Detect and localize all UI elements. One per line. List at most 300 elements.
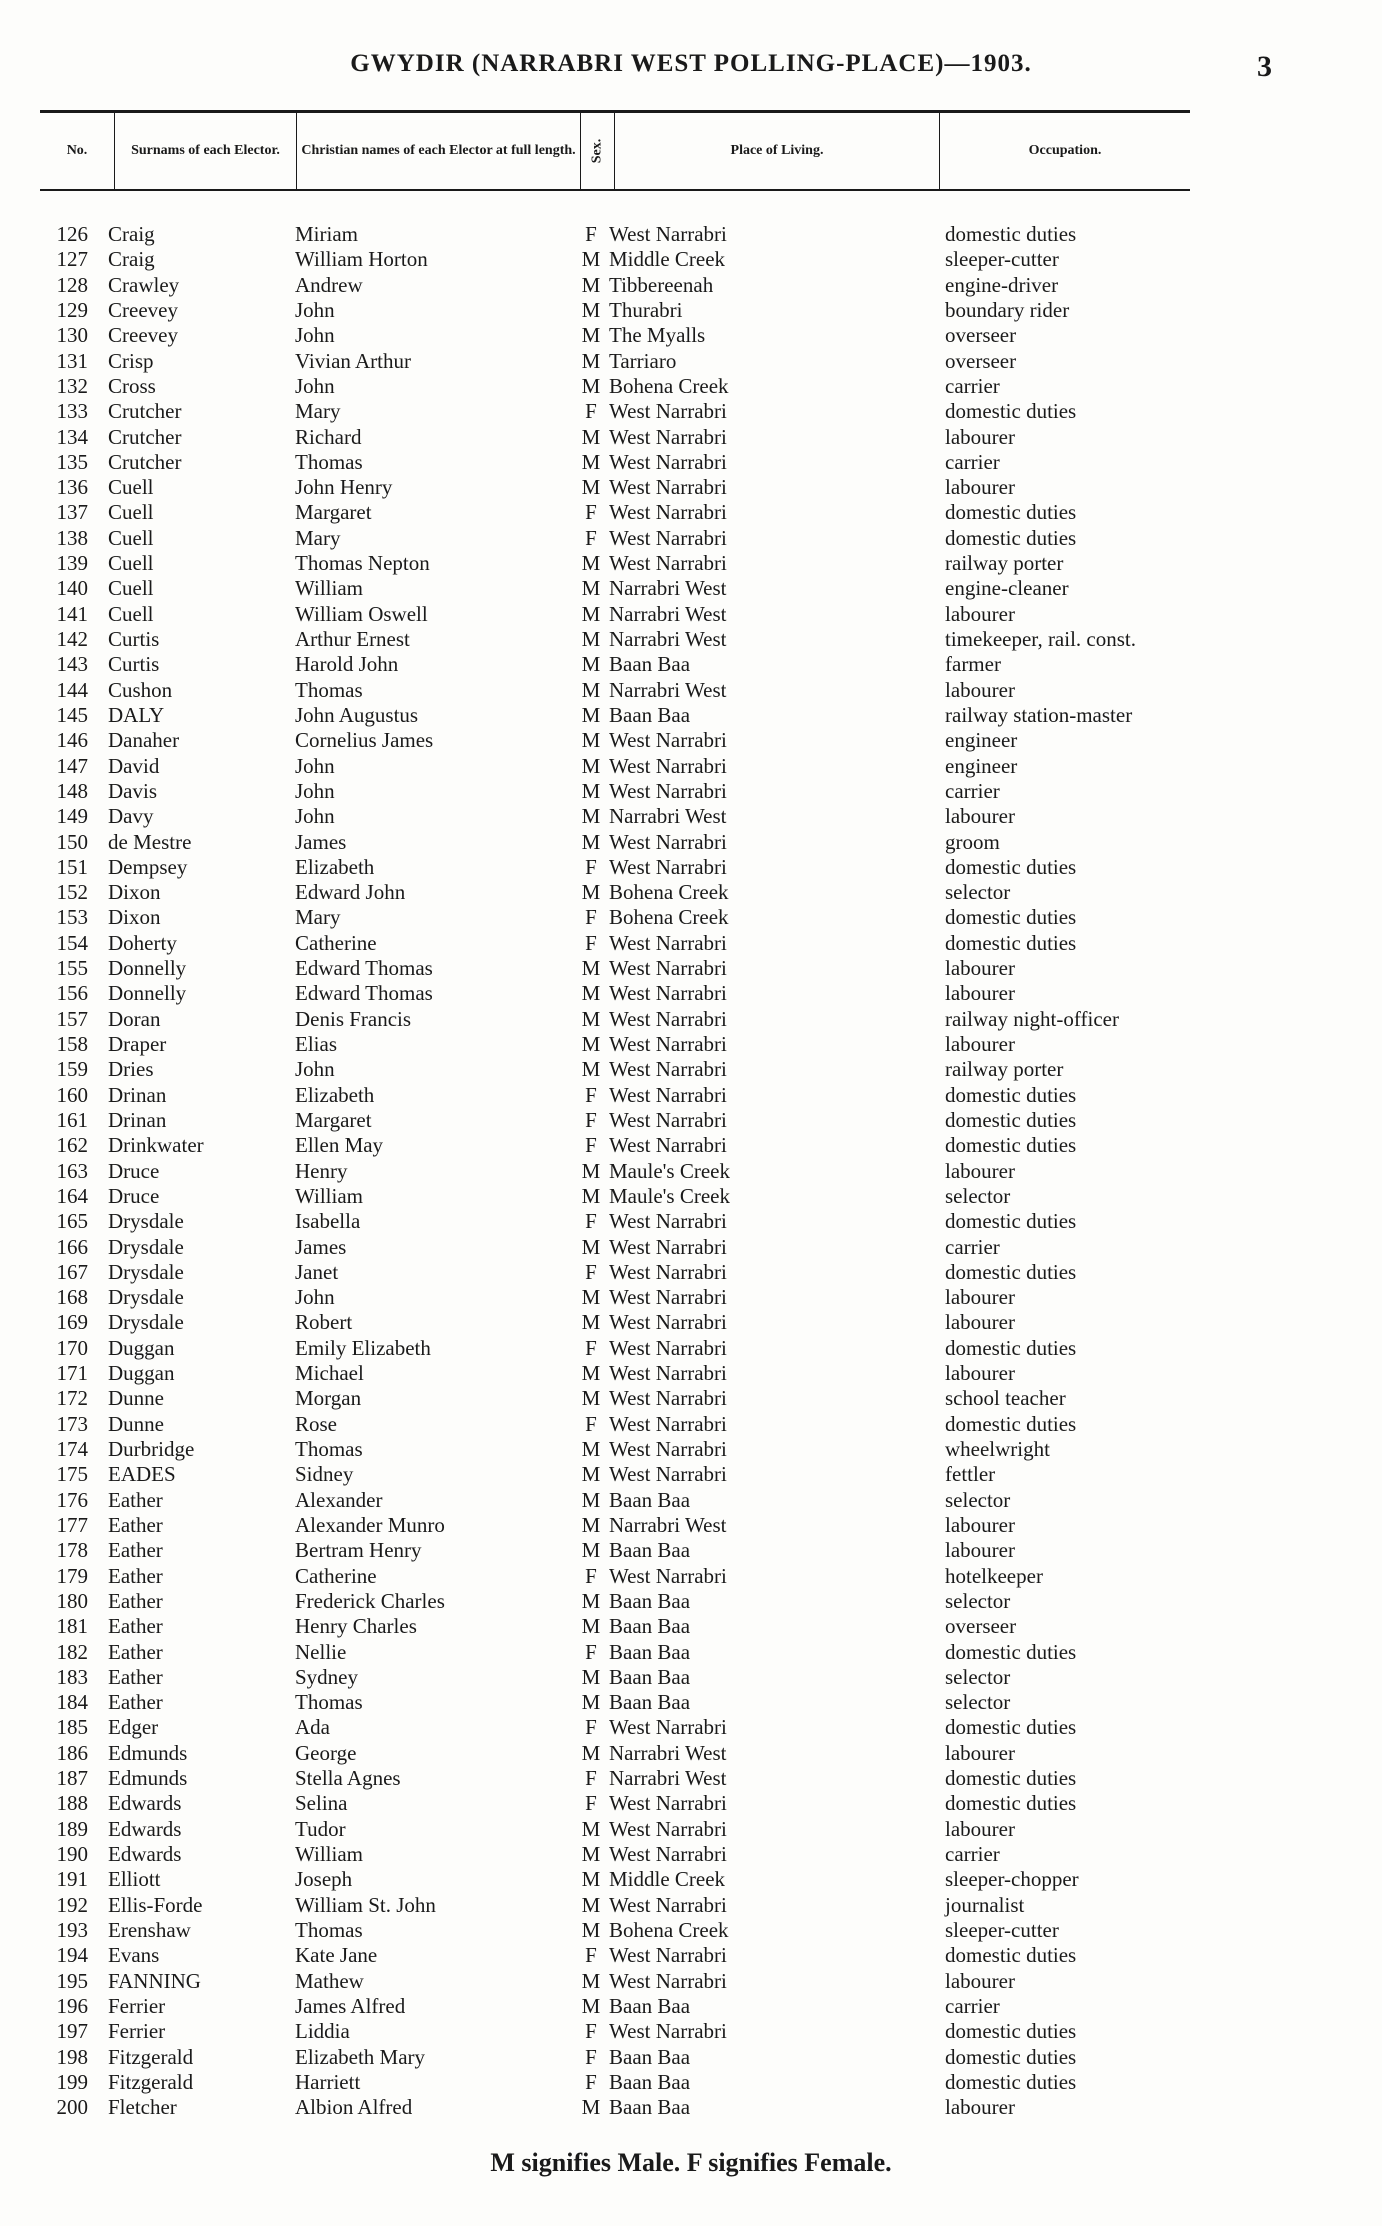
elector-place: Baan Baa <box>609 1588 691 1613</box>
elector-number: 129 <box>56 297 88 322</box>
elector-sex: F <box>585 1209 597 1234</box>
elector-christian-names: Thomas <box>295 1917 363 1942</box>
table-row <box>0 1842 1382 1867</box>
elector-number: 153 <box>56 905 88 930</box>
elector-surname: Donnelly <box>108 956 187 981</box>
elector-christian-names: Frederick Charles <box>295 1588 445 1613</box>
elector-sex: M <box>581 1740 601 1765</box>
elector-place: Narrabri West <box>609 576 727 601</box>
elector-occupation: domestic duties <box>945 525 1077 550</box>
elector-sex: M <box>581 981 601 1006</box>
elector-occupation: labourer <box>945 1968 1015 1993</box>
table-row <box>0 830 1382 855</box>
elector-sex: M <box>581 424 601 449</box>
elector-number: 135 <box>56 449 88 474</box>
elector-christian-names: John Augustus <box>295 702 419 727</box>
elector-number: 154 <box>56 930 88 955</box>
elector-place: Narrabri West <box>609 1766 727 1791</box>
elector-surname: Drysdale <box>108 1234 184 1259</box>
elector-occupation: labourer <box>945 1032 1015 1056</box>
elector-number: 168 <box>56 1285 88 1310</box>
elector-occupation: labourer <box>945 1538 1015 1563</box>
elector-sex: M <box>581 1361 601 1386</box>
elector-number: 187 <box>56 1766 88 1791</box>
elector-sex: F <box>585 1082 597 1107</box>
elector-place: Bohena Creek <box>609 373 729 398</box>
elector-surname: Duggan <box>108 1335 175 1360</box>
table-row <box>0 1538 1382 1563</box>
column-header-sex-label: Sex. <box>589 138 605 164</box>
elector-number: 136 <box>56 475 88 500</box>
elector-christian-names: Nellie <box>295 1639 347 1664</box>
elector-surname: Dunne <box>108 1386 164 1411</box>
elector-occupation: railway porter <box>945 551 1064 576</box>
elector-number: 177 <box>56 1512 88 1537</box>
elector-place: Baan Baa <box>609 2069 691 2094</box>
elector-occupation: carrier <box>945 1993 1000 2018</box>
elector-number: 138 <box>56 525 88 550</box>
elector-surname: Curtis <box>108 652 160 677</box>
elector-sex: M <box>581 1538 601 1563</box>
elector-christian-names: Selina <box>295 1791 348 1816</box>
elector-christian-names: Andrew <box>295 272 363 297</box>
table-row <box>0 1462 1382 1487</box>
elector-place: West Narrabri <box>609 1006 727 1031</box>
elector-sex: M <box>581 880 601 905</box>
elector-surname: Fitzgerald <box>108 2044 194 2069</box>
elector-place: West Narrabri <box>609 1943 727 1968</box>
table-row <box>0 2045 1382 2070</box>
elector-sex: M <box>581 1057 601 1082</box>
elector-christian-names: Elias <box>295 1032 337 1056</box>
elector-sex: F <box>585 2069 597 2094</box>
elector-occupation: overseer <box>945 1614 1017 1639</box>
elector-occupation: domestic duties <box>945 2069 1077 2094</box>
column-header-surname: Surnams of each Elector. <box>115 113 297 189</box>
table-row <box>0 1589 1382 1614</box>
elector-christian-names: William St. John <box>295 1892 436 1917</box>
elector-place: Narrabri West <box>609 627 727 651</box>
elector-christian-names: Edward Thomas <box>295 956 433 981</box>
elector-sex: M <box>581 1512 601 1537</box>
elector-occupation: labourer <box>945 1740 1015 1765</box>
elector-number: 148 <box>56 778 88 803</box>
elector-occupation: domestic duties <box>945 222 1077 246</box>
elector-sex: F <box>585 905 597 930</box>
elector-christian-names: Mary <box>295 905 341 930</box>
elector-surname: Edmunds <box>108 1740 188 1765</box>
elector-sex: F <box>585 2019 597 2044</box>
elector-place: West Narrabri <box>609 1715 727 1740</box>
elector-occupation: selector <box>945 1588 1011 1613</box>
elector-christian-names: Thomas <box>295 1437 363 1461</box>
page-number: 3 <box>1257 50 1272 83</box>
table-row <box>0 1994 1382 2019</box>
elector-place: West Narrabri <box>609 1386 727 1411</box>
elector-surname: Curtis <box>108 627 160 651</box>
elector-occupation: timekeeper, rail. const. <box>945 627 1136 651</box>
elector-occupation: domestic duties <box>945 1411 1077 1436</box>
elector-number: 200 <box>56 2095 88 2120</box>
elector-number: 155 <box>56 956 88 981</box>
elector-christian-names: Mary <box>295 525 341 550</box>
elector-place: West Narrabri <box>609 753 727 778</box>
elector-surname: Fitzgerald <box>108 2069 194 2094</box>
elector-place: Narrabri West <box>609 1512 727 1537</box>
elector-number: 192 <box>56 1892 88 1917</box>
elector-occupation: carrier <box>945 1234 1000 1259</box>
elector-number: 169 <box>56 1310 88 1335</box>
elector-sex: M <box>581 1614 601 1639</box>
elector-sex: F <box>585 1133 597 1158</box>
elector-surname: Drysdale <box>108 1310 184 1335</box>
elector-christian-names: Mary <box>295 399 341 424</box>
elector-surname: Crawley <box>108 272 180 297</box>
elector-surname: Dixon <box>108 880 161 905</box>
table-row <box>0 703 1382 728</box>
elector-occupation: sleeper-chopper <box>945 1867 1079 1892</box>
elector-number: 145 <box>56 702 88 727</box>
table-row <box>0 1209 1382 1234</box>
elector-surname: Dempsey <box>108 854 188 879</box>
elector-occupation: engine-cleaner <box>945 576 1069 601</box>
elector-sex: M <box>581 652 601 677</box>
elector-place: Baan Baa <box>609 1690 691 1715</box>
elector-christian-names: Edward John <box>295 880 406 905</box>
elector-christian-names: Henry <box>295 1158 348 1183</box>
elector-christian-names: Harold John <box>295 652 399 677</box>
elector-christian-names: John <box>295 373 335 398</box>
elector-place: West Narrabri <box>609 1310 727 1335</box>
elector-sex: M <box>581 1183 601 1208</box>
elector-place: Bohena Creek <box>609 880 729 905</box>
elector-occupation: journalist <box>945 1892 1025 1917</box>
elector-place: West Narrabri <box>609 1791 727 1816</box>
elector-christian-names: Liddia <box>295 2019 350 2044</box>
elector-occupation: domestic duties <box>945 1335 1077 1360</box>
elector-sex: M <box>581 1588 601 1613</box>
elector-place: Maule's Creek <box>609 1183 730 1208</box>
elector-surname: Crutcher <box>108 399 182 424</box>
table-row <box>0 627 1382 652</box>
elector-number: 197 <box>56 2019 88 2044</box>
elector-number: 137 <box>56 500 88 525</box>
elector-occupation: domestic duties <box>945 1943 1077 1968</box>
elector-occupation: boundary rider <box>945 297 1070 322</box>
elector-occupation: domestic duties <box>945 1209 1077 1234</box>
elector-place: West Narrabri <box>609 1411 727 1436</box>
elector-christian-names: Albion Alfred <box>295 2095 413 2120</box>
elector-sex: M <box>581 551 601 576</box>
elector-christian-names: Thomas <box>295 677 363 702</box>
elector-christian-names: Elizabeth <box>295 1082 375 1107</box>
elector-christian-names: Elizabeth Mary <box>295 2044 426 2069</box>
page-title: GWYDIR (NARRABRI WEST POLLING-PLACE)—1903. <box>350 50 1032 77</box>
elector-number: 189 <box>56 1816 88 1841</box>
elector-sex: M <box>581 1917 601 1942</box>
elector-sex: F <box>585 1411 597 1436</box>
elector-surname: Fletcher <box>108 2095 177 2120</box>
table-row <box>0 2095 1382 2120</box>
elector-place: West Narrabri <box>609 956 727 981</box>
elector-place: West Narrabri <box>609 829 727 854</box>
table-row <box>0 425 1382 450</box>
elector-occupation: overseer <box>945 348 1017 373</box>
elector-christian-names: Mathew <box>295 1968 364 1993</box>
elector-occupation: wheelwright <box>945 1437 1050 1461</box>
elector-christian-names: Thomas Nepton <box>295 551 430 576</box>
elector-surname: Drysdale <box>108 1209 184 1234</box>
table-row <box>0 1488 1382 1513</box>
elector-occupation: domestic duties <box>945 500 1077 525</box>
elector-place: West Narrabri <box>609 1437 727 1461</box>
elector-christian-names: John <box>295 778 335 803</box>
elector-place: West Narrabri <box>609 1285 727 1310</box>
elector-occupation: selector <box>945 1690 1011 1715</box>
table-row <box>0 1640 1382 1665</box>
elector-sex: F <box>585 525 597 550</box>
table-row <box>0 1057 1382 1082</box>
elector-sex: F <box>585 1791 597 1816</box>
elector-sex: M <box>581 1285 601 1310</box>
elector-surname: Eather <box>108 1614 163 1639</box>
elector-number: 133 <box>56 399 88 424</box>
elector-surname: Erenshaw <box>108 1917 191 1942</box>
elector-surname: Edwards <box>108 1791 182 1816</box>
elector-christian-names: William <box>295 1183 363 1208</box>
elector-sex: M <box>581 297 601 322</box>
elector-occupation: engine-driver <box>945 272 1059 297</box>
elector-occupation: school teacher <box>945 1386 1066 1411</box>
table-row <box>0 1310 1382 1335</box>
elector-place: West Narrabri <box>609 728 727 753</box>
elector-number: 156 <box>56 981 88 1006</box>
table-row <box>0 1184 1382 1209</box>
elector-place: West Narrabri <box>609 1234 727 1259</box>
elector-number: 161 <box>56 1107 88 1132</box>
elector-sex: M <box>581 373 601 398</box>
elector-place: Baan Baa <box>609 652 691 677</box>
elector-christian-names: Ada <box>295 1715 330 1740</box>
elector-christian-names: Isabella <box>295 1209 361 1234</box>
elector-christian-names: Henry Charles <box>295 1614 417 1639</box>
elector-occupation: domestic duties <box>945 1766 1077 1791</box>
table-row <box>0 956 1382 981</box>
table-row <box>0 981 1382 1006</box>
elector-number: 164 <box>56 1183 88 1208</box>
elector-sex: M <box>581 1487 601 1512</box>
elector-number: 160 <box>56 1082 88 1107</box>
elector-christian-names: John <box>295 297 335 322</box>
elector-place: Baan Baa <box>609 1993 691 2018</box>
elector-occupation: selector <box>945 1183 1011 1208</box>
elector-place: West Narrabri <box>609 1462 727 1487</box>
elector-number: 134 <box>56 424 88 449</box>
elector-sex: F <box>585 1107 597 1132</box>
elector-place: West Narrabri <box>609 1361 727 1386</box>
table-row <box>0 450 1382 475</box>
elector-place: West Narrabri <box>609 500 727 525</box>
elector-christian-names: John <box>295 323 335 348</box>
elector-surname: Edmunds <box>108 1766 188 1791</box>
elector-place: Tarriaro <box>609 348 677 373</box>
elector-sex: F <box>585 1715 597 1740</box>
table-row <box>0 1766 1382 1791</box>
elector-place: Middle Creek <box>609 1867 726 1892</box>
elector-occupation: domestic duties <box>945 1107 1077 1132</box>
elector-surname: Eather <box>108 1538 163 1563</box>
elector-place: Bohena Creek <box>609 905 729 930</box>
elector-occupation: labourer <box>945 981 1015 1006</box>
elector-place: West Narrabri <box>609 1133 727 1158</box>
table-row <box>0 1083 1382 1108</box>
elector-sex: M <box>581 449 601 474</box>
elector-sex: M <box>581 627 601 651</box>
table-row <box>0 1336 1382 1361</box>
table-row <box>0 1614 1382 1639</box>
elector-sex: M <box>581 1993 601 2018</box>
elector-sex: F <box>585 1563 597 1588</box>
elector-number: 152 <box>56 880 88 905</box>
elector-surname: Cuell <box>108 551 154 576</box>
elector-place: Narrabri West <box>609 677 727 702</box>
elector-number: 199 <box>56 2069 88 2094</box>
elector-number: 175 <box>56 1462 88 1487</box>
elector-place: West Narrabri <box>609 1335 727 1360</box>
elector-number: 162 <box>56 1133 88 1158</box>
table-row <box>0 1007 1382 1032</box>
elector-sex: M <box>581 1867 601 1892</box>
table-row <box>0 1741 1382 1766</box>
elector-christian-names: Harriett <box>295 2069 361 2094</box>
elector-number: 147 <box>56 753 88 778</box>
elector-occupation: domestic duties <box>945 854 1077 879</box>
elector-place: Tibbereenah <box>609 272 714 297</box>
elector-surname: Eather <box>108 1588 163 1613</box>
elector-number: 188 <box>56 1791 88 1816</box>
elector-sex: M <box>581 1690 601 1715</box>
elector-place: West Narrabri <box>609 2019 727 2044</box>
elector-number: 184 <box>56 1690 88 1715</box>
table-row <box>0 1361 1382 1386</box>
elector-sex: M <box>581 1968 601 1993</box>
elector-christian-names: Sidney <box>295 1462 354 1487</box>
elector-surname: Eather <box>108 1512 163 1537</box>
elector-surname: Craig <box>108 222 155 246</box>
elector-christian-names: William Horton <box>295 247 428 272</box>
elector-christian-names: Michael <box>295 1361 364 1386</box>
elector-surname: Druce <box>108 1183 160 1208</box>
elector-surname: Ellis-Forde <box>108 1892 203 1917</box>
elector-surname: Davy <box>108 804 154 829</box>
elector-place: West Narrabri <box>609 1057 727 1082</box>
elector-christian-names: Margaret <box>295 1107 372 1132</box>
elector-sex: M <box>581 1664 601 1689</box>
elector-number: 158 <box>56 1032 88 1056</box>
table-row <box>0 1867 1382 1892</box>
elector-christian-names: Kate Jane <box>295 1943 378 1968</box>
column-header-occupation: Occupation. <box>1028 143 1102 158</box>
elector-number: 191 <box>56 1867 88 1892</box>
table-row <box>0 1437 1382 1462</box>
elector-number: 163 <box>56 1158 88 1183</box>
elector-occupation: labourer <box>945 1512 1015 1537</box>
elector-christian-names: Arthur Ernest <box>295 627 410 651</box>
table-row <box>0 804 1382 829</box>
elector-place: West Narrabri <box>609 424 727 449</box>
elector-place: West Narrabri <box>609 449 727 474</box>
elector-place: West Narrabri <box>609 1259 727 1284</box>
elector-number: 190 <box>56 1842 88 1866</box>
table-header <box>40 110 1190 191</box>
elector-surname: Drysdale <box>108 1259 184 1284</box>
elector-surname: DALY <box>108 702 165 727</box>
elector-sex: M <box>581 272 601 297</box>
elector-number: 179 <box>56 1563 88 1588</box>
elector-number: 183 <box>56 1664 88 1689</box>
elector-surname: Dixon <box>108 905 161 930</box>
elector-christian-names: John <box>295 1285 335 1310</box>
elector-surname: Edwards <box>108 1816 182 1841</box>
table-row <box>0 475 1382 500</box>
elector-sex: F <box>585 500 597 525</box>
elector-surname: Eather <box>108 1639 163 1664</box>
elector-occupation: farmer <box>945 652 1001 677</box>
elector-number: 194 <box>56 1943 88 1968</box>
elector-number: 142 <box>56 627 88 651</box>
elector-sex: F <box>585 399 597 424</box>
elector-occupation: labourer <box>945 677 1015 702</box>
elector-place: West Narrabri <box>609 1968 727 1993</box>
table-row <box>0 1918 1382 1943</box>
elector-surname: Cross <box>108 373 156 398</box>
elector-christian-names: Ellen May <box>295 1133 384 1158</box>
elector-surname: Crutcher <box>108 449 182 474</box>
table-row <box>0 754 1382 779</box>
elector-sex: F <box>585 222 597 246</box>
elector-christian-names: James Alfred <box>295 1993 406 2018</box>
elector-christian-names: John Henry <box>295 475 393 500</box>
elector-surname: Danaher <box>108 728 180 753</box>
elector-sex: M <box>581 728 601 753</box>
elector-place: West Narrabri <box>609 1816 727 1841</box>
table-row <box>0 374 1382 399</box>
elector-surname: Cuell <box>108 576 154 601</box>
elector-occupation: domestic duties <box>945 1639 1077 1664</box>
elector-surname: David <box>108 753 160 778</box>
elector-number: 130 <box>56 323 88 348</box>
elector-sex: M <box>581 1006 601 1031</box>
elector-number: 157 <box>56 1006 88 1031</box>
elector-occupation: carrier <box>945 778 1000 803</box>
elector-place: Baan Baa <box>609 2095 691 2120</box>
elector-occupation: domestic duties <box>945 1715 1077 1740</box>
elector-surname: Eather <box>108 1690 163 1715</box>
table-row <box>0 1386 1382 1411</box>
elector-christian-names: Bertram Henry <box>295 1538 422 1563</box>
elector-sex: F <box>585 1766 597 1791</box>
elector-surname: Cuell <box>108 525 154 550</box>
elector-number: 170 <box>56 1335 88 1360</box>
elector-occupation: railway station-master <box>945 702 1133 727</box>
table-row <box>0 602 1382 627</box>
elector-occupation: selector <box>945 880 1011 905</box>
elector-occupation: overseer <box>945 323 1017 348</box>
table-row <box>0 1513 1382 1538</box>
sex-legend: M signifies Male. F signifies Female. <box>490 2148 892 2177</box>
elector-sex: F <box>585 1335 597 1360</box>
elector-surname: Ferrier <box>108 1993 166 2018</box>
